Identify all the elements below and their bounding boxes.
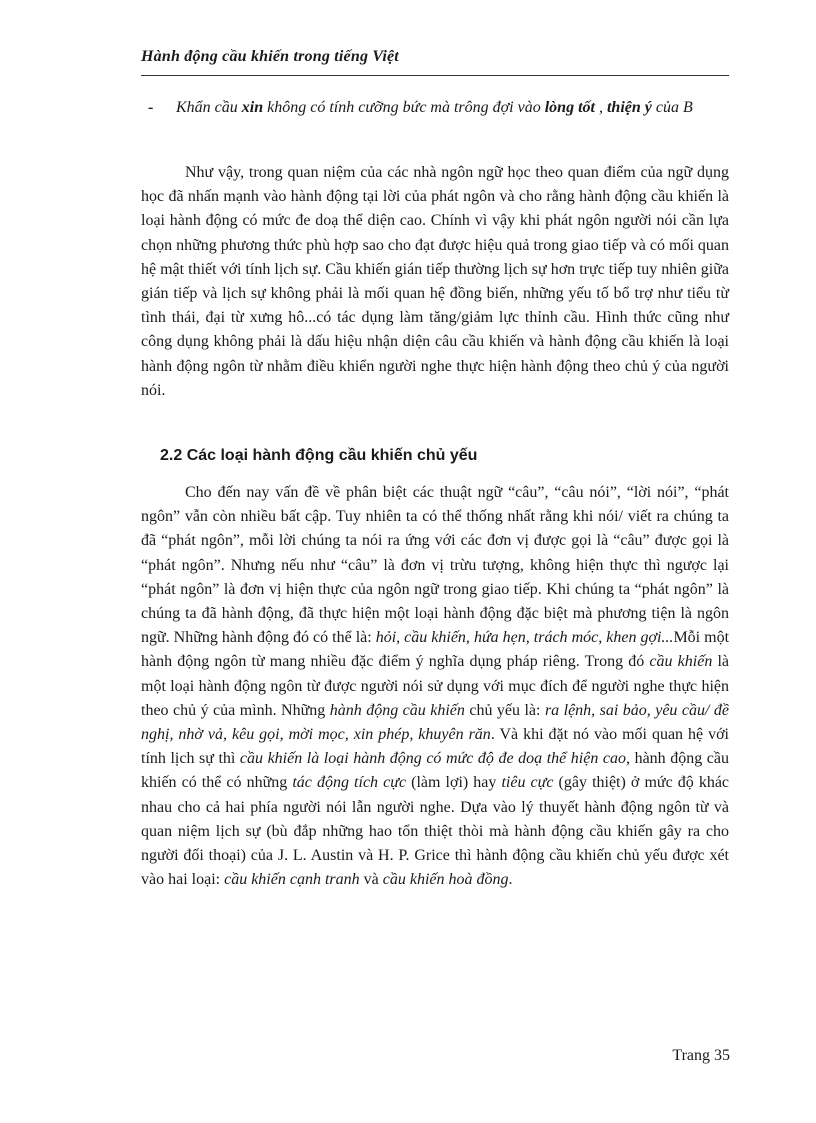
text-run: chủ yếu là: [464, 701, 545, 719]
text-run: của B [651, 99, 693, 116]
text-run: (làm lợi) hay [406, 774, 502, 792]
italic-term: ra lệnh, sai bảo, yêu cầu/ đề nghị, nhờ vả, kêu gọi, mời mọc, xin phép, khuyên răn [141, 701, 730, 744]
text-run: , hành động cầu khiến có thể có những [141, 750, 729, 792]
running-header: Hành động cầu khiến trong tiếng Việt [141, 48, 399, 65]
italic-term: cầu khiến là loại hành động có mức độ đe doạ thể hiện cao [239, 750, 627, 768]
section-heading: 2.2 Các loại hành động cầu khiến chủ yếu [160, 447, 478, 464]
bullet-dash: - [148, 99, 154, 116]
text-run: . Và khi đặt nó vào mối quan hệ với tính lịch sự thì [141, 726, 729, 768]
italic-term: hỏi, cầu khiến, hứa hẹn, trách móc, khen gợi... [375, 629, 674, 647]
paragraph-1 [141, 161, 729, 403]
bold-term: xin [241, 99, 264, 116]
text-run: (gây thiệt) ở mức độ khác nhau cho cả hai phía người nói lẫn người nghe. Dựa vào lý thuyết hành động ngôn từ và quan niệm lịch sự (bù đắp những hao tổn thiệt thòi mà hành động cầu khiến gây ra cho người đối thoại) của J. L. Austin và H. P. Grice thì hành động cầu khiến chủ yếu được xét vào hai loại: [141, 774, 730, 889]
text-run: không có tính cưỡng bức mà trông đợi vào [263, 99, 545, 116]
italic-term: cầu khiến [649, 653, 713, 671]
italic-term: hành động cầu khiến [329, 701, 465, 719]
paragraph-2-text [141, 481, 729, 892]
paragraph-2 [141, 481, 729, 892]
text-run: Mỗi một hành động ngôn từ mang nhiều đặc điểm ý nghĩa dụng pháp riêng. Trong đó [141, 629, 730, 671]
text-run: Cho đến nay vấn đề về phân biệt các thuật ngữ “câu”, “câu nói”, “lời nói”, “phát ngôn” vẫn còn nhiều bất cập. Tuy nhiên ta có thể thống nhất rằng khi nói/ viết ra chúng ta đã “phát ngôn”, mỗi lời chúng ta nói ra ứng với các đơn vị được gọi là “câu” được gọi là “phát ngôn”. Nhưng nếu như “câu” là đơn vị trừu tượng, không hiện thực thì ngược lại “phát ngôn” là đơn vị hiện thực của ngôn ngữ trong giao tiếp. Khi chúng ta “phát ngôn” là chúng ta đã hành động, đã thực hiện một loại hành động đặc biệt mà phương tiện là ngôn ngữ. Những hành động đó có thể là: [141, 484, 729, 647]
text-run: , [594, 99, 607, 116]
italic-term: tác động tích cực [292, 774, 407, 792]
header-rule [141, 75, 729, 76]
bold-term: lòng tốt [544, 99, 595, 116]
text-run: và [359, 871, 383, 889]
paragraph-1-text: Như vậy, trong quan niệm của các nhà ngôn ngữ học theo quan điểm của ngữ dụng học đã nhấn mạnh vào hành động tại lời của phát ngôn và cho rằng hành động cầu khiến là loại hành động có mức đe doạ thể diện cao. Chính vì vậy khi phát ngôn người nói cần lựa chọn những phương thức phù hợp sao cho đạt được hiệu quả trong giao tiếp và có mối quan hệ mật thiết với tính lịch sự. Cầu khiến gián tiếp thường lịch sự hơn trực tiếp tuy nhiên giữa gián tiếp và lịch sự không phải là mối quan hệ đồng biến, những yếu tố bổ trợ như tiểu từ tình thái, đại từ xưng hô...có tác dụng làm tăng/giảm lực thỉnh cầu. Hình thức cũng như công dụng không phải là dấu hiệu nhận diện câu cầu khiến và hành động cầu khiến là loại hành động ngôn từ nhằm điều khiển người nghe thực hiện hành động theo chủ ý của người nói. [141, 164, 729, 399]
italic-term: tiêu cực [501, 774, 554, 792]
bullet-text [176, 96, 730, 120]
italic-term: cầu khiến hoà đồng [382, 871, 509, 889]
page-number: Trang 35 [672, 1047, 730, 1064]
text-run: . [508, 871, 513, 889]
bullet-item [148, 96, 730, 120]
text-run: Khẩn cầu [176, 99, 242, 116]
text-run: là một loại hành động ngôn từ được người nói sử dụng với mục đích để người nghe thực hiện theo chủ ý của mình. Những [141, 653, 730, 719]
italic-term: cầu khiến cạnh tranh [224, 871, 360, 889]
bold-term: thiện ý [606, 99, 652, 116]
